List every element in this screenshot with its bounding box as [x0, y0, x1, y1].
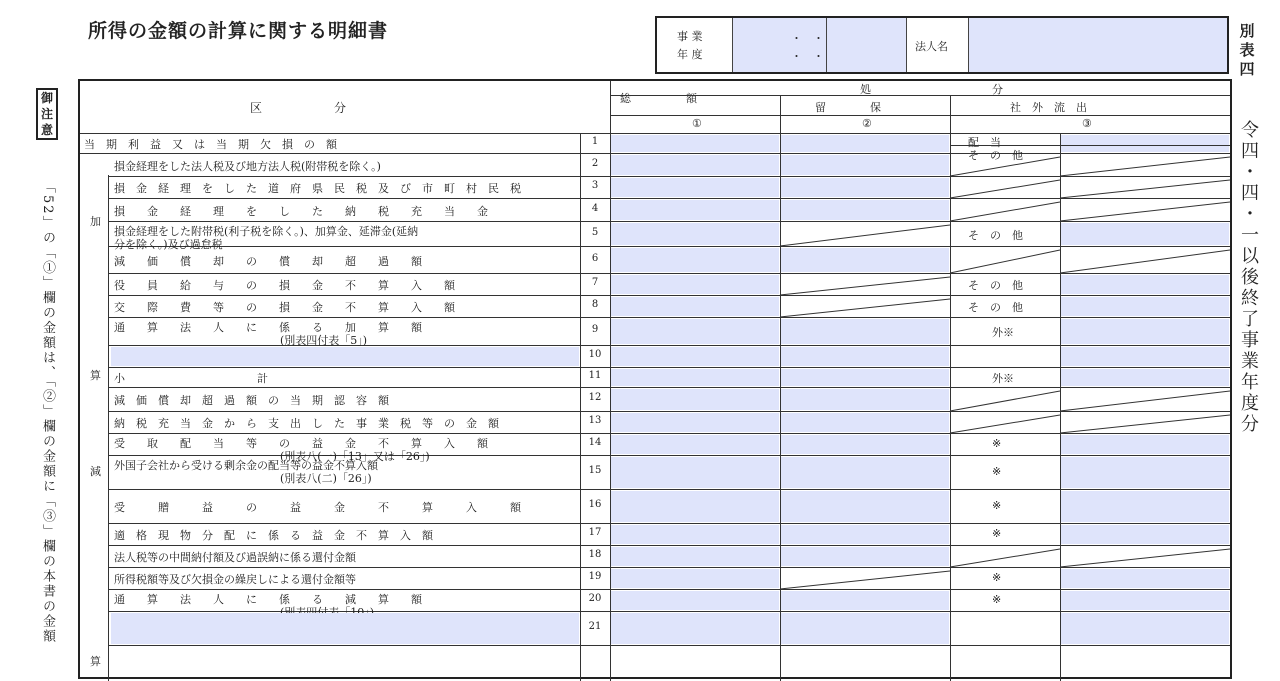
- diagonal: [780, 277, 950, 295]
- row-number: 21: [588, 621, 602, 632]
- outflow-label: ※: [992, 465, 1002, 478]
- ryuho-input[interactable]: [781, 178, 949, 197]
- row-line: [108, 523, 1230, 524]
- row-label: 受 取 配 当 等 の 益 金 不 算 入 額: [114, 437, 488, 450]
- row-label-sub: (別表八(二)「26」): [280, 472, 372, 485]
- shagai-input[interactable]: [1061, 613, 1229, 644]
- shagai-input[interactable]: [1061, 319, 1229, 344]
- row-number: 20: [588, 593, 602, 604]
- ryuho-input[interactable]: [781, 457, 949, 488]
- header-box: [655, 16, 1229, 74]
- row-line: [108, 317, 1230, 318]
- row-label: 損金経理をした附帯税(利子税を除く。)、加算金、延滞金(延納: [114, 225, 419, 238]
- ryuho-input[interactable]: [781, 547, 949, 566]
- row-line: [108, 489, 1230, 490]
- row-number: 13: [588, 415, 602, 426]
- notes-char-1: 御: [40, 91, 53, 105]
- row-label: 法人税等の中間納付額及び過誤納に係る還付金額: [114, 551, 356, 564]
- row-label: 受 贈 益 の 益 金 不 算 入 額: [114, 501, 521, 514]
- outflow-label-sonota: そ の 他: [968, 149, 1023, 162]
- notes-char-3: 意: [40, 123, 53, 137]
- row-number: 7: [591, 277, 599, 288]
- row-number: 16: [588, 499, 602, 510]
- shagai-input[interactable]: [1061, 491, 1229, 522]
- outflow-label: ※: [992, 527, 1002, 540]
- ryuho-input[interactable]: [781, 525, 949, 544]
- row-line: [108, 545, 1230, 546]
- row-line: [80, 153, 1230, 154]
- jigyo-nendo-label-cell: [657, 18, 733, 72]
- row-label: 損金経理をした法人税及び地方法人税(附帯税を除く。): [114, 159, 381, 173]
- row-number: 10: [588, 349, 602, 360]
- notes-char-2: 注: [40, 107, 53, 121]
- ryuho-input[interactable]: [781, 389, 949, 410]
- shagai-input[interactable]: [1061, 297, 1229, 316]
- ryuho-input[interactable]: [781, 200, 949, 220]
- diagonal: [950, 549, 1060, 567]
- row-label: 所得税額等及び欠損金の繰戻しによる還付金額等: [114, 573, 356, 586]
- diagonal: [950, 202, 1060, 221]
- shagai-input[interactable]: [1061, 591, 1229, 610]
- diagonal: [1060, 180, 1230, 198]
- diagonal: [950, 250, 1060, 273]
- main-table: [78, 79, 1232, 679]
- ryuho-input[interactable]: [781, 369, 949, 386]
- period-start-dots-2: ・ ・: [791, 50, 824, 63]
- row-label: 損 金 経 理 を し た 道 府 県 民 税 及 び 市 町 村 民 税: [114, 182, 521, 195]
- row-line: [108, 176, 1230, 177]
- form-title: 所得の金額の計算に関する明細書: [88, 20, 389, 42]
- notes-box: [36, 88, 58, 140]
- ryuho-input[interactable]: [781, 135, 949, 152]
- sogaku-input[interactable]: [611, 223, 779, 245]
- sogaku-input[interactable]: [611, 591, 779, 610]
- row-line: [108, 567, 1230, 568]
- ryuho-input[interactable]: [781, 155, 949, 175]
- sub-line: [950, 145, 1230, 146]
- sogaku-input[interactable]: [611, 275, 779, 294]
- row-number: 19: [588, 571, 602, 582]
- era-note: 令四・四・一以後終了事業年度分: [1238, 120, 1259, 435]
- notes-text: 「52」の「①」欄の金額は、「②」欄の金額に「③」欄の本書の金額: [40, 180, 55, 645]
- row-line: [108, 589, 1230, 590]
- hdr-line-2: [610, 115, 1230, 116]
- diagonal: [780, 571, 950, 589]
- row-line: [108, 295, 1230, 296]
- ryuho-input[interactable]: [781, 248, 949, 272]
- row-number: 15: [588, 465, 602, 476]
- shagai-input[interactable]: [1061, 457, 1229, 488]
- row-line: [108, 455, 1230, 456]
- sogaku-input[interactable]: [611, 178, 779, 197]
- sogaku-input[interactable]: [611, 135, 779, 152]
- col-shagai: 社 外 流 出: [1010, 101, 1087, 114]
- row-number: 17: [588, 527, 602, 538]
- hdr-line-1: [610, 95, 1230, 96]
- row-number: 5: [591, 226, 599, 238]
- sogaku-input[interactable]: [611, 547, 779, 566]
- diagonal: [950, 415, 1060, 433]
- ryuho-input[interactable]: [781, 319, 949, 344]
- sogaku-input[interactable]: [611, 435, 779, 454]
- row-number: 9: [591, 324, 599, 335]
- diagonal: [780, 299, 950, 317]
- sogaku-input[interactable]: [611, 319, 779, 344]
- row-label: 当 期 利 益 又 は 当 期 欠 損 の 額: [84, 138, 337, 151]
- diagonal: [1060, 415, 1230, 433]
- col-kubun: 区 分: [250, 101, 347, 115]
- shagai-input[interactable]: [1061, 275, 1229, 294]
- diagonal: [1060, 250, 1230, 273]
- sogaku-input[interactable]: [611, 347, 779, 366]
- outflow-label: そ の 他: [968, 279, 1023, 292]
- row-line: [108, 411, 1230, 412]
- row-line: [108, 221, 1230, 222]
- outflow-label: そ の 他: [968, 228, 1023, 242]
- row-number: 14: [588, 437, 602, 448]
- row-label: 損 金 経 理 を し た 納 税 充 当 金: [114, 204, 488, 218]
- sogaku-input[interactable]: [611, 248, 779, 272]
- vline-num: [580, 133, 581, 681]
- row-line: [108, 273, 1230, 274]
- outflow-label: そ の 他: [968, 301, 1023, 314]
- jigyo-label-1: 事 業: [677, 30, 703, 43]
- outflow-label: ※: [992, 571, 1002, 584]
- beppyo-char-2: 表: [1239, 41, 1255, 59]
- vline-side: [108, 175, 109, 681]
- diagonal: [780, 225, 950, 246]
- row-label: 役 員 給 与 の 損 金 不 算 入 額: [114, 279, 455, 292]
- shagai-input[interactable]: [1061, 369, 1229, 386]
- period-end-field[interactable]: [827, 18, 907, 72]
- ryuho-input[interactable]: [781, 435, 949, 454]
- side-san-2: 算: [90, 655, 101, 668]
- ryuho-input[interactable]: [781, 613, 949, 644]
- vline-c3: [950, 95, 951, 681]
- period-start-field[interactable]: [733, 18, 827, 72]
- diagonal: [1060, 157, 1230, 176]
- diagonal: [950, 391, 1060, 411]
- row-number: 8: [591, 299, 599, 310]
- sogaku-input[interactable]: [611, 613, 779, 644]
- col-num-3: ③: [1082, 117, 1092, 130]
- jigyo-label-2: 年 度: [677, 48, 703, 61]
- sogaku-input[interactable]: [611, 569, 779, 588]
- row-label: 通 算 法 人 に 係 る 加 算 額: [114, 321, 422, 334]
- row-line: [108, 345, 1230, 346]
- hdr-line-3: [80, 133, 1230, 134]
- row-label: 減 価 償 却 の 償 却 超 過 額: [114, 254, 422, 268]
- row-label-sub: (別表四付表「5」): [280, 334, 368, 347]
- row-label-sub: (別表八(一)「13」又は「26」): [280, 450, 430, 463]
- corp-name-field[interactable]: [969, 18, 1227, 72]
- sogaku-input[interactable]: [611, 200, 779, 220]
- row-label: 交 際 費 等 の 損 金 不 算 入 額: [114, 301, 455, 314]
- row-line: [108, 387, 1230, 388]
- row-number: 6: [591, 252, 599, 264]
- sogaku-input[interactable]: [611, 389, 779, 410]
- diagonal: [950, 180, 1060, 198]
- row-line: [108, 198, 1230, 199]
- blank-label-input[interactable]: [111, 347, 579, 366]
- side-gen: 減: [90, 465, 101, 478]
- shagai-input[interactable]: [1061, 135, 1229, 152]
- row-number: 12: [588, 392, 602, 403]
- period-start-dots: ・ ・: [791, 32, 824, 45]
- diagonal: [1060, 202, 1230, 221]
- side-ka: 加: [90, 215, 101, 228]
- row-label: 外国子会社から受ける剰余金の配当等の益金不算入額: [114, 459, 378, 472]
- outflow-label: ※: [992, 593, 1002, 606]
- side-san: 算: [90, 369, 101, 382]
- row-number: 3: [591, 180, 599, 191]
- ryuho-input[interactable]: [781, 413, 949, 432]
- row-label: 適 格 現 物 分 配 に 係 る 益 金 不 算 入 額: [114, 529, 433, 542]
- outflow-label: 外※: [992, 326, 1014, 339]
- col-num-2: ②: [862, 117, 872, 130]
- outflow-label: ※: [992, 437, 1002, 450]
- row-number: 11: [588, 370, 602, 381]
- row-label: 納 税 充 当 金 か ら 支 出 し た 事 業 税 等 の 金 額: [114, 417, 499, 430]
- col-sogaku: 総 額: [620, 92, 697, 105]
- corp-name-label: 法人名: [915, 40, 948, 53]
- sogaku-input[interactable]: [611, 369, 779, 386]
- row-line: [108, 645, 1230, 646]
- sogaku-input[interactable]: [611, 155, 779, 175]
- col-shobun: 処 分: [860, 83, 1003, 96]
- row-line: [108, 433, 1230, 434]
- shagai-input[interactable]: [1061, 435, 1229, 454]
- row-number: 4: [591, 202, 599, 214]
- diagonal: [1060, 391, 1230, 411]
- outflow-label: 外※: [992, 372, 1014, 385]
- blank-label-input[interactable]: [111, 613, 579, 644]
- shagai-input[interactable]: [1061, 347, 1229, 366]
- corp-name-label-cell: [907, 18, 969, 72]
- row-line: [108, 246, 1230, 247]
- beppyo-char-1: 別: [1239, 22, 1255, 40]
- row-label-sub: 分を除く。)及び過怠税: [114, 238, 223, 251]
- ryuho-input[interactable]: [781, 591, 949, 610]
- row-number: 2: [591, 157, 599, 169]
- diagonal: [1060, 549, 1230, 567]
- row-label: 減 価 償 却 超 過 額 の 当 期 認 容 額: [114, 394, 389, 407]
- sogaku-input[interactable]: [611, 491, 779, 522]
- beppyo-char-3: 四: [1239, 60, 1255, 78]
- col-num-1: ①: [692, 117, 702, 130]
- sogaku-input[interactable]: [611, 457, 779, 488]
- ryuho-input[interactable]: [781, 347, 949, 366]
- outflow-label-haitou: 配 当: [968, 136, 1001, 149]
- ryuho-input[interactable]: [781, 491, 949, 522]
- row-label: 通 算 法 人 に 係 る 減 算 額: [114, 593, 422, 606]
- outflow-label: ※: [992, 499, 1002, 512]
- row-number: 18: [588, 549, 602, 560]
- shagai-input[interactable]: [1061, 223, 1229, 245]
- row-line: [108, 611, 1230, 612]
- beppyo-title: [1235, 22, 1259, 79]
- row-number: 1: [591, 136, 599, 147]
- row-label: 小 計: [114, 372, 268, 385]
- row-line: [108, 367, 1230, 368]
- sogaku-input[interactable]: [611, 413, 779, 432]
- shagai-input[interactable]: [1061, 569, 1229, 588]
- sogaku-input[interactable]: [611, 525, 779, 544]
- col-ryuho: 留 保: [815, 101, 881, 114]
- shagai-input[interactable]: [1061, 525, 1229, 544]
- sogaku-input[interactable]: [611, 297, 779, 316]
